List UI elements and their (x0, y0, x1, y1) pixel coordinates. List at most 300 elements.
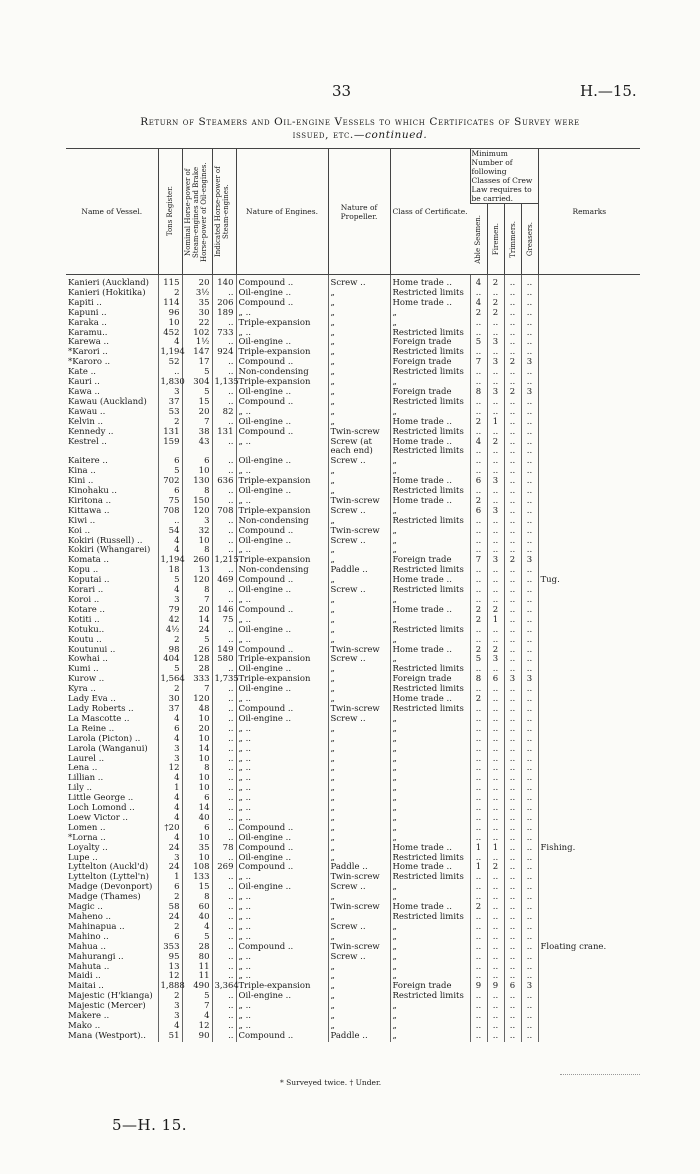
table-cell: Koroi .. (68, 595, 100, 605)
table-cell: 6 (182, 457, 212, 467)
table-cell: 51 (158, 1032, 182, 1042)
table-cell: 3 (158, 1002, 182, 1012)
table-cell: Kyra .. (68, 684, 96, 695)
table-cell: „ (390, 408, 470, 418)
table-cell: Home trade .. (390, 606, 470, 616)
table-cell: 1,735 (212, 675, 236, 685)
table-row (66, 953, 640, 963)
table-cell (538, 299, 640, 309)
table-cell: Oil-engine .. (236, 457, 328, 467)
table-cell (538, 626, 640, 636)
table-cell: Madge (Thames) (68, 892, 141, 903)
table-cell: .. (521, 873, 538, 883)
table-cell: Loch Lomond .. (68, 803, 135, 814)
table-cell: 54 (158, 527, 182, 537)
table-cell: .. (212, 893, 236, 903)
table-cell: .. (504, 368, 521, 378)
table-cell (538, 953, 640, 963)
table-cell: Korari .. (68, 585, 104, 596)
table-cell (538, 487, 640, 497)
table-cell: Compound .. (236, 275, 328, 289)
table-cell: Compound .. (236, 398, 328, 408)
table-cell: .. (212, 814, 236, 824)
table-cell: 10 (182, 755, 212, 765)
table-cell: 4 (158, 715, 182, 725)
table-cell: .. (521, 655, 538, 665)
table-cell: 102 (182, 329, 212, 339)
table-cell: Foreign trade (390, 388, 470, 398)
table-cell: „ (328, 517, 390, 527)
table-cell: 146 (212, 606, 236, 616)
table-cell: Lily .. (68, 783, 92, 794)
table-cell: .. (487, 695, 504, 705)
table-cell: 3 (158, 745, 182, 755)
table-cell: Compound .. (236, 844, 328, 854)
table-cell: .. (212, 319, 236, 329)
table-cell: .. (212, 774, 236, 784)
table-cell: 7 (182, 1002, 212, 1012)
table-cell: Home trade .. (390, 477, 470, 487)
table-cell: „ .. (236, 933, 328, 943)
table-cell: 6 (504, 982, 521, 992)
table-cell (538, 814, 640, 824)
table-cell: .. (521, 646, 538, 656)
table-cell: .. (487, 398, 504, 408)
table-cell: .. (212, 546, 236, 556)
table-cell: Compound .. (236, 705, 328, 715)
table-cell: .. (212, 388, 236, 398)
table-cell: 2 (487, 606, 504, 616)
table-cell: .. (521, 784, 538, 794)
table-cell: Kate .. (68, 367, 96, 378)
table-row (66, 507, 640, 517)
table-cell: 8 (182, 893, 212, 903)
table-cell: .. (470, 972, 487, 982)
table-cell: 5 (182, 368, 212, 378)
table-cell: 2 (487, 299, 504, 309)
table-cell: Koutu .. (68, 634, 102, 645)
table-cell: .. (504, 755, 521, 765)
table-cell: Maheno .. (68, 912, 111, 922)
table-row (66, 784, 640, 794)
table-cell: „ (390, 457, 470, 467)
table-cell: „ (390, 546, 470, 556)
table-cell: .. (212, 784, 236, 794)
table-cell: .. (504, 398, 521, 408)
table-row (66, 616, 640, 626)
table-cell: .. (212, 873, 236, 883)
table-cell (538, 764, 640, 774)
table-cell: .. (521, 943, 538, 953)
table-cell: .. (487, 626, 504, 636)
table-cell: .. (212, 586, 236, 596)
table-cell: .. (470, 735, 487, 745)
table-cell: .. (487, 804, 504, 814)
table-cell: „ (390, 755, 470, 765)
table-row (66, 275, 640, 289)
table-cell: .. (212, 923, 236, 933)
table-cell: „ (390, 1012, 470, 1022)
table-cell: Screw .. (328, 275, 390, 289)
table-cell: „ (390, 963, 470, 973)
table-cell: „ (390, 1002, 470, 1012)
table-cell (538, 982, 640, 992)
table-cell: 115 (158, 275, 182, 289)
table-cell: .. (521, 368, 538, 378)
table-cell: „ (390, 883, 470, 893)
table-cell: „ (390, 1032, 470, 1042)
table-cell: .. (521, 606, 538, 616)
table-cell: Komata .. (68, 555, 109, 566)
table-row (66, 883, 640, 893)
table-cell: 4 (158, 537, 182, 547)
table-cell: Twin-screw (328, 497, 390, 507)
table-cell: Kapiti .. (68, 297, 102, 308)
table-cell: 4 (158, 338, 182, 348)
table-cell: .. (504, 913, 521, 923)
table-cell: .. (487, 457, 504, 467)
table-cell: Non-condensing (236, 517, 328, 527)
table-cell: .. (504, 784, 521, 794)
table-cell: .. (487, 487, 504, 497)
table-cell (538, 378, 640, 388)
table-cell (538, 398, 640, 408)
table-cell: .. (504, 863, 521, 873)
table-cell: 28 (182, 665, 212, 675)
table-cell: 96 (158, 309, 182, 319)
table-cell: Restricted limits (390, 566, 470, 576)
table-cell (538, 275, 640, 289)
table-cell: .. (504, 438, 521, 448)
page-number: 33 (332, 82, 352, 100)
table-row (66, 1032, 640, 1042)
table-row (66, 675, 640, 685)
table-cell: Lady Roberts .. (68, 703, 134, 714)
table-cell: .. (504, 616, 521, 626)
col-tons: Tons Register. (158, 149, 182, 275)
table-cell: Loyalty .. (68, 842, 108, 853)
table-cell: 40 (182, 913, 212, 923)
table-row (66, 477, 640, 487)
table-cell: „ (328, 596, 390, 606)
table-cell: .. (470, 398, 487, 408)
table-cell: Karewa .. (68, 337, 109, 348)
table-cell: Restricted limits (390, 487, 470, 497)
table-cell: .. (504, 794, 521, 804)
table-cell: Kestrel .. (68, 436, 107, 447)
table-cell: Restricted limits (390, 348, 470, 358)
table-cell (538, 447, 640, 457)
table-cell: 1,135 (212, 378, 236, 388)
table-cell: 206 (212, 299, 236, 309)
table-cell: Kotare .. (68, 604, 105, 615)
table-cell: Restricted limits (390, 913, 470, 923)
table-cell: „ .. (236, 913, 328, 923)
table-cell: 8 (470, 388, 487, 398)
table-cell (538, 992, 640, 1002)
table-cell: 13 (182, 566, 212, 576)
table-cell: „ .. (236, 695, 328, 705)
table-cell: 131 (212, 428, 236, 438)
table-cell: .. (212, 705, 236, 715)
table-cell: Kini .. (68, 476, 94, 487)
table-cell (538, 319, 640, 329)
table-cell: „ (328, 467, 390, 477)
table-cell: „ (390, 774, 470, 784)
table-cell: 6 (182, 794, 212, 804)
table-cell: 8 (182, 546, 212, 556)
table-cell: Oil-engine .. (236, 537, 328, 547)
table-cell: 1 (470, 863, 487, 873)
table-cell: Compound .. (236, 527, 328, 537)
table-cell: .. (470, 745, 487, 755)
table-cell: Koputai .. (68, 575, 110, 586)
table-cell: Foreign trade (390, 556, 470, 566)
table-cell: „ .. (236, 309, 328, 319)
table-cell: .. (470, 953, 487, 963)
table-cell: .. (504, 992, 521, 1002)
table-cell: 128 (182, 655, 212, 665)
table-row (66, 378, 640, 388)
table-cell (538, 418, 640, 428)
table-cell: 3 (487, 338, 504, 348)
table-cell: „ (328, 963, 390, 973)
table-cell: .. (212, 467, 236, 477)
table-cell (538, 507, 640, 517)
table-cell: „ (328, 1012, 390, 1022)
table-cell: 1,564 (158, 675, 182, 685)
table-cell: Kokiri (Russell) .. (68, 535, 143, 546)
table-cell: Laurel .. (68, 753, 105, 764)
table-cell: Oil-engine .. (236, 626, 328, 636)
table-cell: 4 (158, 774, 182, 784)
document-code: H.—15. (580, 82, 637, 100)
table-cell: „ .. (236, 497, 328, 507)
table-cell: .. (212, 764, 236, 774)
table-cell: 159 (158, 438, 182, 448)
table-cell: .. (504, 636, 521, 646)
table-cell: 58 (158, 903, 182, 913)
table-cell: .. (470, 665, 487, 675)
table-cell: .. (521, 457, 538, 467)
table-cell: „ (328, 794, 390, 804)
table-cell: .. (487, 596, 504, 606)
table-cell: 6 (158, 725, 182, 735)
table-cell: Kinohaku .. (68, 486, 117, 497)
table-cell: „ .. (236, 774, 328, 784)
table-cell (538, 1032, 640, 1042)
table-cell: „ (328, 348, 390, 358)
table-cell (538, 913, 640, 923)
table-cell: .. (487, 517, 504, 527)
table-cell: Mahurangi .. (68, 951, 124, 962)
table-cell: Triple-expansion (236, 655, 328, 665)
table-cell: .. (487, 1032, 504, 1042)
table-cell: 702 (158, 477, 182, 487)
table-cell: .. (487, 527, 504, 537)
table-cell: Twin-screw (328, 873, 390, 883)
table-cell: 4½ (158, 626, 182, 636)
table-cell: .. (470, 537, 487, 547)
table-cell: 1,888 (158, 982, 182, 992)
table-cell: .. (487, 735, 504, 745)
table-cell: Screw .. (328, 923, 390, 933)
table-cell: .. (504, 586, 521, 596)
table-cell: .. (487, 834, 504, 844)
table-cell (538, 586, 640, 596)
table-cell: 9 (470, 982, 487, 992)
table-cell: 2 (470, 606, 487, 616)
table-cell: Kotuku.. (68, 624, 105, 635)
table-cell: 580 (212, 655, 236, 665)
table-cell: .. (487, 378, 504, 388)
table-cell: Compound .. (236, 428, 328, 438)
table-cell: .. (487, 665, 504, 675)
table-cell: .. (504, 309, 521, 319)
table-cell: „ (390, 1022, 470, 1032)
table-cell: .. (504, 655, 521, 665)
table-cell: .. (487, 329, 504, 339)
table-cell: .. (487, 408, 504, 418)
table-cell: .. (487, 1022, 504, 1032)
table-cell: „ .. (236, 1002, 328, 1012)
table-cell: .. (504, 1032, 521, 1042)
table-cell: .. (470, 527, 487, 537)
table-cell (538, 546, 640, 556)
table-cell: .. (504, 467, 521, 477)
table-cell: .. (212, 883, 236, 893)
table-cell: 20 (182, 275, 212, 289)
table-cell: .. (487, 447, 504, 457)
table-row (66, 665, 640, 675)
table-cell: 14 (182, 616, 212, 626)
table-cell: .. (521, 725, 538, 735)
table-row (66, 408, 640, 418)
table-cell: 8 (182, 487, 212, 497)
table-cell: 37 (158, 705, 182, 715)
table-cell: Kumi .. (68, 664, 99, 675)
table-cell: 1 (487, 418, 504, 428)
table-cell: Kopu .. (68, 565, 99, 576)
table-cell: .. (504, 1022, 521, 1032)
table-cell: .. (504, 477, 521, 487)
table-cell: „ .. (236, 794, 328, 804)
table-cell: .. (504, 646, 521, 656)
table-cell: 4 (158, 794, 182, 804)
table-cell: Kurow .. (68, 674, 105, 685)
table-cell: .. (521, 636, 538, 646)
col-greasers: Greasers. (521, 204, 538, 275)
table-row (66, 428, 640, 438)
table-cell: 7 (182, 685, 212, 695)
table-cell: 2 (470, 309, 487, 319)
table-cell: Paddle .. (328, 1032, 390, 1042)
table-cell: 35 (182, 844, 212, 854)
table-cell: .. (521, 834, 538, 844)
table-cell: Triple-expansion (236, 982, 328, 992)
table-cell: .. (212, 537, 236, 547)
table-cell: 78 (212, 844, 236, 854)
table-cell: 40 (182, 814, 212, 824)
table-cell: Screw .. (328, 883, 390, 893)
table-cell: „ (390, 537, 470, 547)
table-cell: .. (212, 913, 236, 923)
table-cell: Maidi .. (68, 971, 101, 982)
table-cell: 140 (212, 275, 236, 289)
table-row (66, 368, 640, 378)
table-cell: Mana (Westport).. (68, 1030, 146, 1041)
table-cell: „ (328, 972, 390, 982)
table-cell: .. (504, 487, 521, 497)
table-cell: 10 (182, 467, 212, 477)
table-row (66, 992, 640, 1002)
table-cell (538, 329, 640, 339)
table-cell: .. (521, 665, 538, 675)
table-cell: .. (521, 566, 538, 576)
table-cell: .. (212, 338, 236, 348)
table-cell: Triple-expansion (236, 378, 328, 388)
table-cell: Compound .. (236, 943, 328, 953)
table-cell: 2 (504, 388, 521, 398)
table-cell (538, 804, 640, 814)
table-cell: Koi .. (68, 525, 91, 536)
table-cell: „ (390, 636, 470, 646)
table-cell: .. (470, 1022, 487, 1032)
table-row (66, 725, 640, 735)
table-cell: „ (328, 745, 390, 755)
table-cell: Lyttelton (Lyttel'n) (68, 872, 149, 883)
table-cell: 15 (182, 398, 212, 408)
table-cell: .. (470, 487, 487, 497)
table-cell: Home trade .. (390, 438, 470, 448)
table-cell (538, 408, 640, 418)
table-cell: 9 (487, 982, 504, 992)
table-cell: „ .. (236, 972, 328, 982)
table-cell: Restricted limits (390, 428, 470, 438)
table-cell: .. (212, 289, 236, 299)
table-cell: .. (470, 705, 487, 715)
table-cell: .. (521, 863, 538, 873)
table-row (66, 963, 640, 973)
table-row (66, 774, 640, 784)
table-cell (538, 556, 640, 566)
table-cell: Screw .. (328, 953, 390, 963)
table-cell: 353 (158, 943, 182, 953)
table-cell: 7 (470, 358, 487, 368)
table-cell: Restricted limits (390, 992, 470, 1002)
table-cell: 6 (487, 675, 504, 685)
footnote-rule (560, 1074, 640, 1075)
table-cell: .. (212, 963, 236, 973)
table-cell: .. (504, 972, 521, 982)
table-cell: .. (212, 566, 236, 576)
table-cell: Oil-engine .. (236, 992, 328, 1002)
table-cell: „ .. (236, 893, 328, 903)
table-cell: 3 (158, 854, 182, 864)
table-cell: 6 (158, 487, 182, 497)
table-cell: Little George .. (68, 793, 134, 804)
table-cell (538, 695, 640, 705)
table-cell: Screw .. (328, 655, 390, 665)
table-cell: 5 (470, 655, 487, 665)
table-cell: .. (487, 963, 504, 973)
table-cell: Karamu.. (68, 327, 108, 338)
table-cell: 24 (182, 626, 212, 636)
table-cell: 3,364 (212, 982, 236, 992)
table-cell: .. (470, 447, 487, 457)
table-row (66, 388, 640, 398)
table-cell: Foreign trade (390, 358, 470, 368)
